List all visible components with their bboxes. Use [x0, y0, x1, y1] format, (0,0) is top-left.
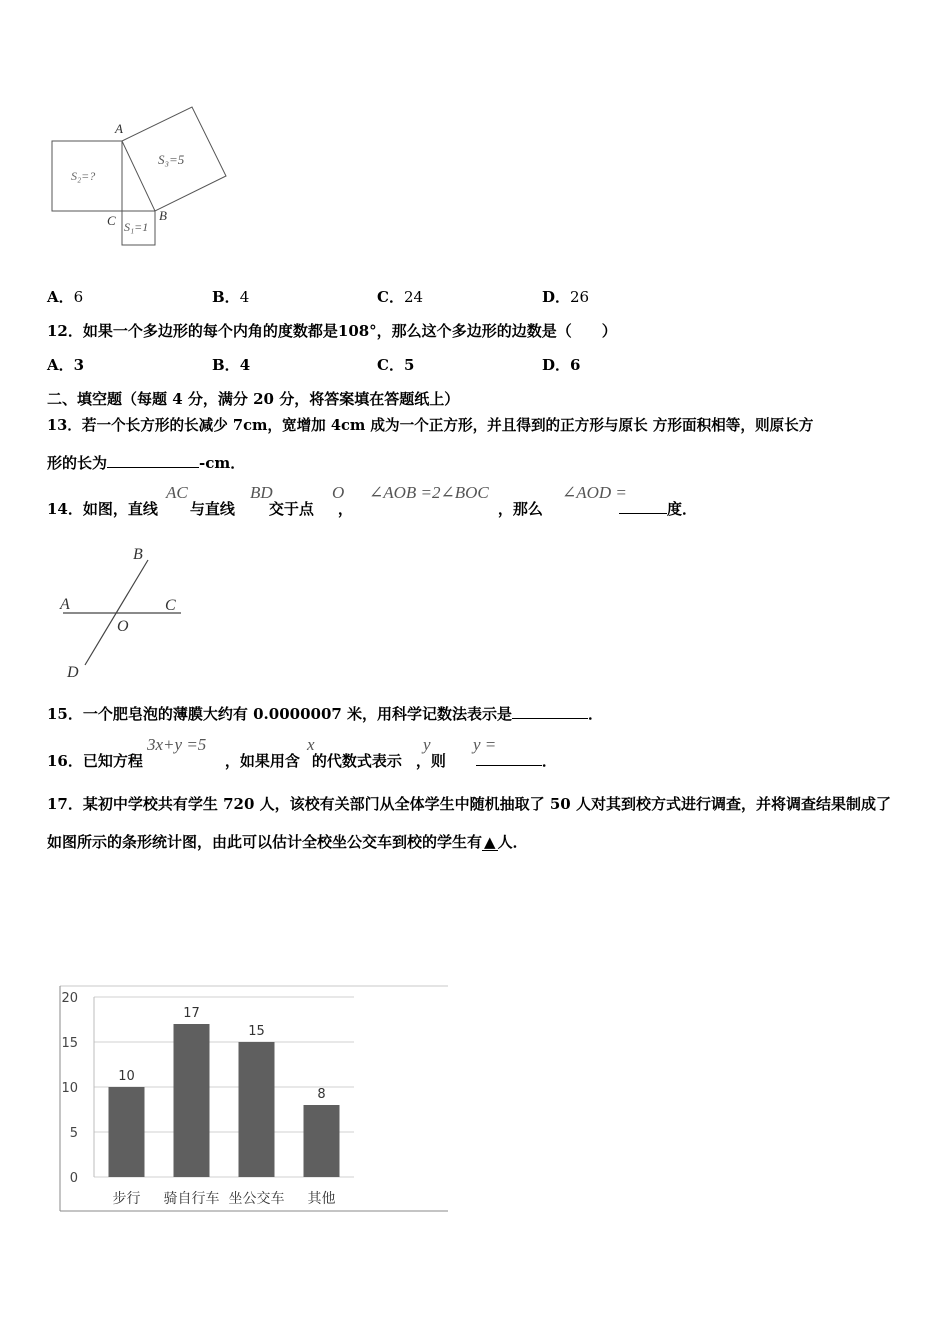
q13-answer-blank[interactable] — [107, 453, 199, 468]
label-s1: S₁=1 — [124, 220, 149, 234]
q12-text: 12．如果一个多边形的每个内角的度数都是108°，那么这个多边形的边数是（ ） — [47, 322, 617, 340]
category-label: 骑自行车 — [163, 1191, 220, 1207]
q12-option-d: D．6 — [542, 356, 581, 374]
q14-math-ac: AC — [166, 483, 188, 502]
label-a: A — [60, 596, 70, 613]
label-s3: S₃=5 — [158, 152, 185, 167]
bar — [174, 1024, 210, 1177]
bar-chart — [58, 985, 450, 1213]
q17-answer-blank[interactable]: ▲ — [484, 833, 496, 851]
y-tick-label: 20 — [61, 991, 78, 1006]
q11-option-b: B．4 — [212, 288, 250, 306]
q12-option-b: B．4 — [212, 356, 251, 374]
data-label: 17 — [183, 1006, 200, 1021]
q14-math-angle-eq: ∠AOB =2∠BOC — [369, 483, 489, 502]
label-o: O — [117, 618, 129, 635]
q17-text: 17．某初中学校共有学生 720 人，该校有关部门从全体学生中随机抽取了 50 人对其到校方式进行调查，并将调查结果制成了如图所示的条形统计图，由此可以估计全校坐公交车到校的学生有 ▲ 人． — [47, 795, 891, 851]
section2-title: 二、填空题（每题 4 分，满分 20 分，将答案填在答题纸上） — [47, 390, 460, 408]
q11-option-c: C．24 — [377, 288, 424, 306]
q14-figure — [55, 540, 190, 685]
q15-answer-blank[interactable] — [512, 704, 588, 719]
data-label: 8 — [317, 1087, 326, 1102]
category-label: 坐公交车 — [228, 1191, 285, 1207]
y-tick-label: 0 — [69, 1171, 78, 1186]
y-tick-label: 10 — [61, 1081, 78, 1096]
bar — [239, 1042, 275, 1177]
y-tick-label: 5 — [69, 1126, 78, 1141]
label-d: D — [67, 664, 79, 681]
q16-text: 16．已知方程 ，如果用含 的代数式表示 ，则 ． — [47, 752, 557, 770]
q14-text: 14．如图，直线 与直线 交于点 ， ，那么 度． — [47, 500, 697, 518]
label-c: C — [165, 597, 176, 614]
q11-option-a: A．6 — [47, 288, 84, 306]
data-label: 15 — [248, 1024, 265, 1039]
q16-math-y-eq: y = — [473, 735, 497, 754]
label-b: B — [133, 546, 143, 563]
q14-math-aod: ∠AOD = — [562, 483, 627, 502]
q12-option-a: A．3 — [47, 356, 85, 374]
category-label: 步行 — [112, 1191, 141, 1207]
q14-math-bd: BD — [250, 483, 273, 502]
q13-line1: 13．若一个长方形的长减少 7cm，宽增加 4cm 成为一个正方形，并且得到的正方形与原长 方形面积相等，则原长方 — [47, 417, 814, 434]
label-c: C — [107, 213, 116, 228]
label-b: B — [159, 208, 167, 223]
q15-text: 15．一个肥皂泡的薄膜大约有 0.0000007 米，用科学记数法表示是 ． — [47, 705, 604, 723]
y-tick-label: 15 — [61, 1036, 78, 1051]
q16-math-eq: 3x+y =5 — [147, 735, 207, 754]
data-label: 10 — [118, 1069, 135, 1084]
bar-chart-svg — [58, 985, 450, 1213]
q16-math-x: x — [307, 735, 315, 754]
bar — [304, 1105, 340, 1177]
category-label: 其他 — [307, 1191, 336, 1207]
q13-line2: 形的长为 -cm． — [47, 454, 246, 472]
label-s2: S₂=? — [71, 169, 96, 183]
q16-math-y: y — [423, 735, 431, 754]
q14-math-o: O — [332, 483, 345, 502]
q11-option-d: D．26 — [542, 288, 590, 306]
q11-figure — [45, 100, 235, 252]
label-a: A — [115, 121, 123, 136]
q12-option-c: C．5 — [377, 356, 415, 374]
bar — [109, 1087, 145, 1177]
